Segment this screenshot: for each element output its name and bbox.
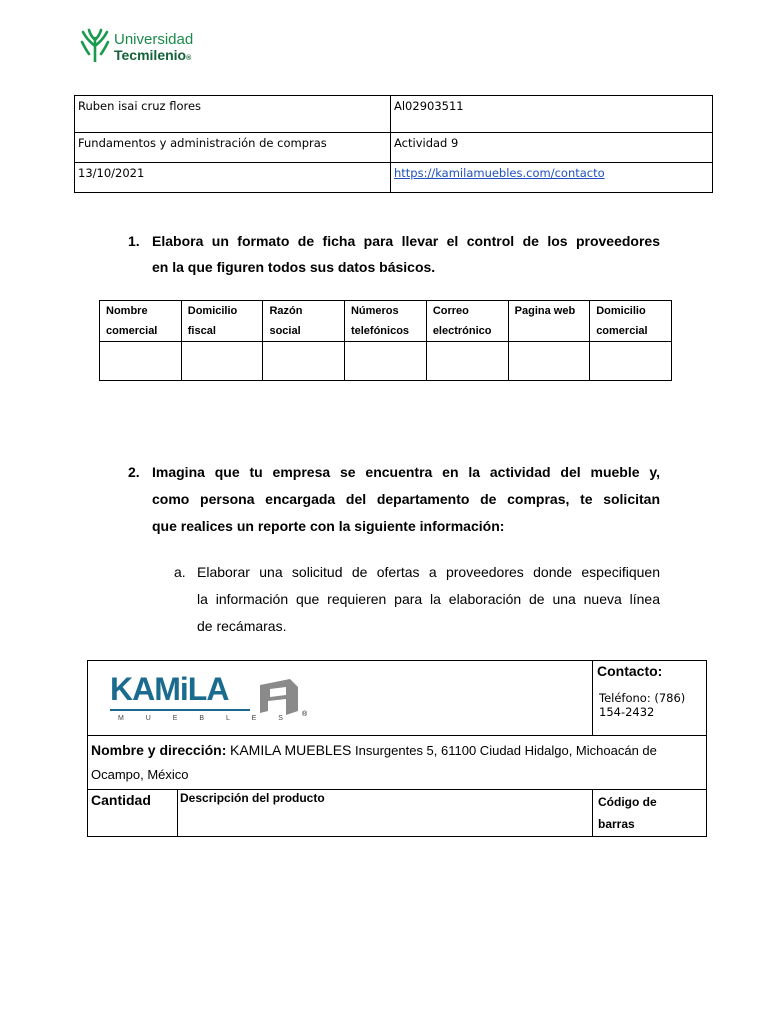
university-logo: [80, 28, 220, 66]
reference-link[interactable]: https://kamilamuebles.com/contacto: [394, 166, 605, 180]
logo-text-tecmilenio: Tecmilenio®: [114, 47, 192, 63]
course-name: Fundamentos y administración de compras: [75, 133, 391, 163]
header-razon-social: Razón social: [263, 301, 345, 342]
question-2-line-1: Imagina que tu empresa se encuentra en la actividad del mueble y,: [152, 464, 660, 480]
question-2a-line-1: Elaborar una solicitud de ofertas a proveedores donde especifiquen: [197, 564, 660, 580]
question-1-line-2: en la que figuren todos sus datos básicos.: [152, 259, 436, 275]
contact-cell: [593, 661, 707, 736]
column-codigo-barras: Código de barras: [593, 790, 707, 837]
column-cantidad: Cantidad: [88, 790, 178, 837]
question-1-line-1: Elabora un formato de ficha para llevar el control de los proveedores: [152, 233, 660, 249]
contact-label: Contacto:: [597, 663, 663, 679]
header-correo-electronico: Correo electrónico: [426, 301, 508, 342]
header-pagina-web: Pagina web: [508, 301, 590, 342]
name-address-cell: [88, 736, 707, 790]
question-1: [128, 228, 660, 280]
chair-icon: [256, 677, 302, 717]
company-logo-cell: [88, 661, 593, 736]
question-2a-line-3: de recámaras.: [197, 618, 287, 634]
reference-link-cell: [391, 163, 713, 193]
table-cell: [590, 342, 672, 381]
header-domicilio-fiscal: Domicilio fiscal: [181, 301, 263, 342]
question-2-line-3: que realices un reporte con la siguiente información:: [152, 518, 505, 534]
column-descripcion: Descripción del producto: [178, 790, 593, 837]
date: 13/10/2021: [75, 163, 391, 193]
question-2-line-2: como persona encargada del departamento de compras, te solicitan: [152, 491, 660, 507]
header-numeros-telefonicos: Números telefónicos: [344, 301, 426, 342]
table-cell: [344, 342, 426, 381]
table-cell: [181, 342, 263, 381]
student-id: Al02903511: [391, 96, 713, 133]
logo-text-universidad: Universidad: [114, 31, 194, 48]
question-2: [128, 459, 660, 540]
offer-request-form: [87, 660, 707, 837]
student-name: Ruben isai cruz flores: [75, 96, 391, 133]
address-part-1: Insurgentes 5, 61100 Ciudad Hidalgo, Michoacán de: [355, 743, 657, 758]
kamila-logo-word: KAMiLA: [110, 671, 229, 707]
question-2-number: 2.: [128, 464, 140, 480]
address-part-2: Ocampo, México: [91, 767, 189, 782]
question-2a: [174, 559, 660, 640]
student-info-table: [74, 95, 713, 193]
header-domicilio-comercial: Domicilio comercial: [590, 301, 672, 342]
kamila-registered-mark: ®: [302, 711, 308, 718]
supplier-record-table: [99, 300, 672, 381]
table-cell: [100, 342, 182, 381]
kamila-logo: [88, 661, 370, 735]
activity-name: Actividad 9: [391, 133, 713, 163]
question-2a-letter: a.: [174, 564, 186, 580]
kamila-logo-line: [110, 709, 250, 711]
table-cell: [426, 342, 508, 381]
question-1-number: 1.: [128, 233, 140, 249]
kamila-logo-sub: M U E B L E S: [118, 715, 293, 722]
name-address-label: Nombre y dirección:: [91, 742, 227, 758]
question-2a-line-2: la información que requieren para la elaboración de una nueva línea: [197, 591, 660, 607]
table-cell: [263, 342, 345, 381]
table-cell: [508, 342, 590, 381]
contact-phone: Teléfono: (786) 154-2432: [599, 691, 686, 719]
tecmilenio-leaf-icon: [80, 28, 110, 62]
header-nombre-comercial: Nombre comercial: [100, 301, 182, 342]
company-name: KAMILA MUEBLES: [230, 742, 352, 758]
